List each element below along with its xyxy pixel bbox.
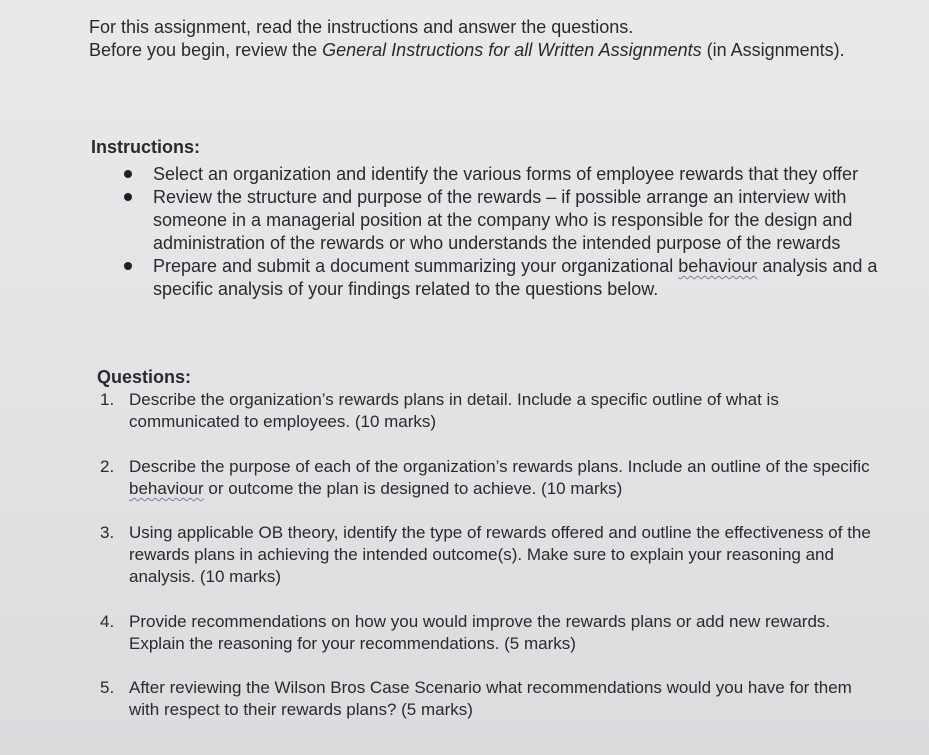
question-item bbox=[97, 522, 877, 588]
instruction-item bbox=[91, 255, 881, 301]
bullet-icon bbox=[124, 262, 132, 270]
bullet-icon bbox=[124, 193, 132, 201]
question-text-start: Describe the purpose of each of the organization’s rewards plans. Include an outline of the specific bbox=[129, 457, 870, 476]
question-text: After reviewing the Wilson Bros Case Scenario what recommendations would you have for them with respect to their rewards plans? (5 marks) bbox=[129, 678, 852, 719]
question-text: Using applicable OB theory, identify the type of rewards offered and outline the effectiveness of the rewards plans in achieving the intended outcome(s). Make sure to explain your reasoning and analysis. (10 marks) bbox=[129, 523, 871, 586]
questions-list bbox=[97, 389, 877, 721]
instructions-section bbox=[91, 136, 881, 301]
intro-paragraph bbox=[89, 16, 889, 62]
question-number: 3. bbox=[100, 523, 115, 542]
instruction-item bbox=[91, 186, 881, 255]
questions-section bbox=[97, 366, 877, 721]
spellcheck-flagged-word: behaviour bbox=[678, 256, 758, 276]
question-text-end: or outcome the plan is designed to achieve. (10 marks) bbox=[203, 479, 623, 498]
instruction-item bbox=[91, 163, 881, 186]
general-instructions-title: General Instructions for all Written Assignments bbox=[322, 40, 702, 60]
question-item bbox=[97, 389, 877, 433]
instruction-text: Select an organization and identify the various forms of employee rewards that they offer bbox=[153, 164, 859, 184]
instruction-text-end: analysis and a specific analysis of your findings related to the questions below. bbox=[153, 256, 878, 299]
question-number: 2. bbox=[100, 457, 115, 476]
intro-line-2-end: (in Assignments). bbox=[701, 40, 845, 60]
question-number: 5. bbox=[100, 678, 115, 697]
instruction-text: Review the structure and purpose of the rewards – if possible arrange an interview with someone in a managerial position at the company who is responsible for the design and administration of the rewards or who understands the intended purpose of the rewards bbox=[153, 187, 853, 253]
intro-line-2 bbox=[89, 39, 889, 62]
instructions-list bbox=[91, 163, 881, 301]
question-item bbox=[97, 456, 877, 500]
bullet-icon bbox=[124, 170, 132, 178]
intro-line-1: For this assignment, read the instructions and answer the questions. bbox=[89, 17, 634, 37]
intro-line-2-start: Before you begin, review the bbox=[89, 40, 323, 60]
question-text: Describe the organization’s rewards plans in detail. Include a specific outline of what is communicated to employees. (10 marks) bbox=[129, 390, 779, 431]
question-number: 1. bbox=[100, 390, 115, 409]
question-text: Provide recommendations on how you would improve the rewards plans or add new rewards. Explain the reasoning for your recommendations. (5 marks) bbox=[129, 612, 831, 653]
spellcheck-flagged-word: behaviour bbox=[129, 479, 204, 498]
question-item bbox=[97, 611, 877, 655]
question-number: 4. bbox=[100, 612, 115, 631]
questions-heading: Questions: bbox=[97, 367, 192, 387]
question-item bbox=[97, 677, 877, 721]
instructions-heading: Instructions: bbox=[91, 137, 201, 157]
instruction-text-start: Prepare and submit a document summarizing your organizational bbox=[153, 256, 679, 276]
